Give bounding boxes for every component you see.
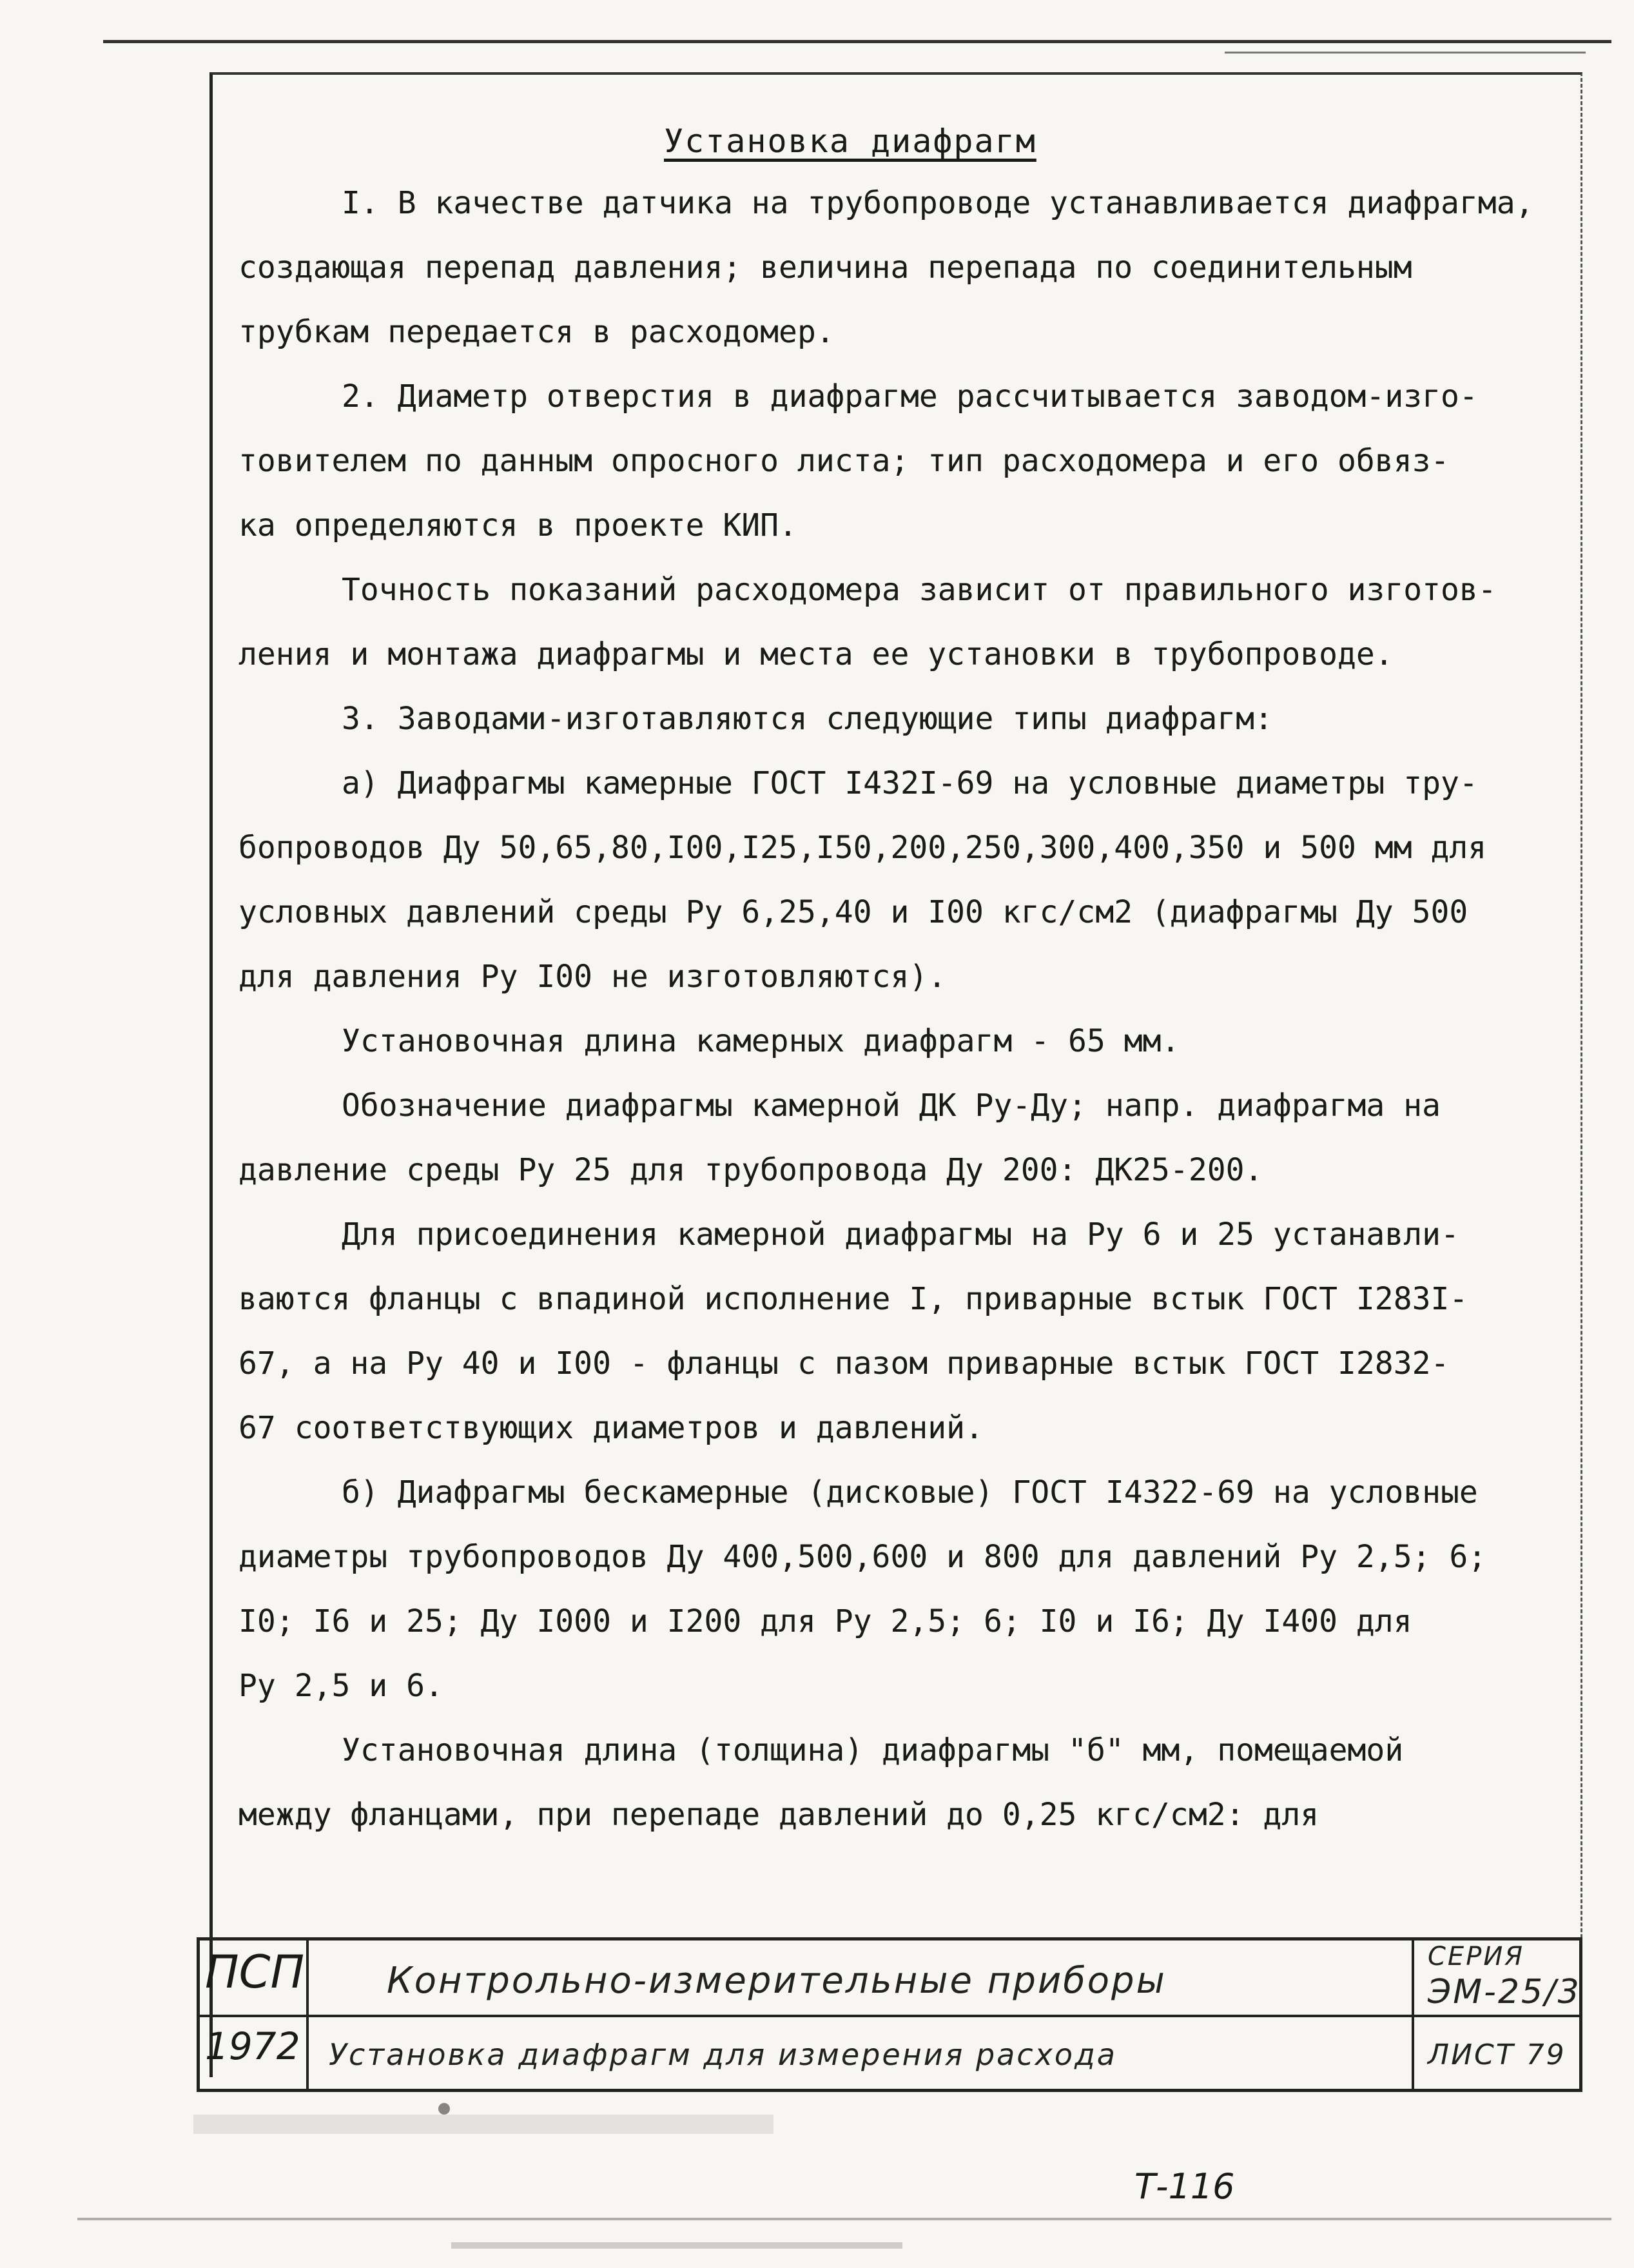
text-line: Установочная длина камерных диафрагм - 65 мм. <box>342 1023 1180 1059</box>
scan-noise-smudge <box>193 2115 773 2134</box>
text-line: I0; I6 и 25; Ду I000 и I200 для Ру 2,5; 6; I0 и I6; Ду I400 для <box>238 1603 1412 1639</box>
top-rule <box>103 40 1611 43</box>
text-line: 67, а на Ру 40 и I00 - фланцы с пазом приварные встык ГОСТ I2832- <box>238 1345 1450 1382</box>
text-line: а) Диафрагмы камерные ГОСТ I432I-69 на условные диаметры тру- <box>342 765 1478 801</box>
text-line: Ру 2,5 и 6. <box>238 1668 443 1704</box>
text-line: бопроводов Ду 50,65,80,I00,I25,I50,200,250,300,400,350 и 500 мм для <box>238 830 1487 866</box>
scan-noise-dot <box>438 2103 450 2115</box>
title-block-column-divider <box>1412 1941 1414 2089</box>
text-line: б) Диафрагмы бескамерные (дисковые) ГОСТ I4322-69 на условные <box>342 1474 1478 1510</box>
body-text <box>238 171 1566 1847</box>
text-line: ления и монтажа диафрагмы и места ее установки в трубопроводе. <box>238 636 1394 672</box>
page-title: Установка диафрагм <box>664 122 1036 160</box>
sheet-title: Установка диафрагм для измерения расхода <box>329 2037 1117 2072</box>
year-label: 1972 <box>205 2024 300 2068</box>
text-line: 2. Диаметр отверстия в диафрагме рассчитывается заводом-изго- <box>342 378 1478 415</box>
sheet-number: ЛИСТ 79 <box>1428 2038 1566 2071</box>
text-line: Обозначение диафрагмы камерной ДК Ру-Ду; напр. диафрагма на <box>342 1088 1441 1124</box>
text-line: между фланцами, при перепаде давлений до 0,25 кгс/см2: для <box>238 1797 1319 1833</box>
text-line: давление среды Ру 25 для трубопровода Ду 200: ДК25-200. <box>238 1152 1263 1188</box>
subject-label: Контрольно-измерительные приборы <box>387 1960 1167 2002</box>
page-mark: Т-116 <box>1134 2166 1235 2207</box>
text-line: создающая перепад давления; величина перепада по соединительным <box>238 249 1412 286</box>
text-line: 3. Заводами-изготавляются следующие типы диафрагм: <box>342 701 1273 737</box>
text-line: ка определяются в проекте КИП. <box>238 507 797 543</box>
text-line: Для присоединения камерной диафрагмы на Ру 6 и 25 устанавли- <box>342 1217 1459 1253</box>
text-line: Точность показаний расходомера зависит от правильного изготов- <box>342 572 1497 608</box>
text-line: трубкам передается в расходомер. <box>238 314 835 350</box>
text-line: I. В качестве датчика на трубопроводе устанавливается диафрагма, <box>342 185 1534 221</box>
text-line: условных давлений среды Ру 6,25,40 и I00 кгс/см2 (диафрагмы Ду 500 <box>238 894 1468 930</box>
text-line: товителем по данным опросного листа; тип расходомера и его обвяз- <box>238 443 1450 479</box>
title-block <box>197 1937 1582 2092</box>
text-line: Установочная длина (толщина) диафрагмы "б" мм, помещаемой <box>342 1732 1404 1768</box>
series-label: СЕРИЯ <box>1428 1942 1525 1971</box>
scan-noise-line <box>77 2218 1611 2220</box>
series-value: ЭМ-25/3 <box>1428 1973 1581 2011</box>
top-rule-secondary <box>1225 52 1586 54</box>
text-line: ваются фланцы с впадиной исполнение I, приварные встык ГОСТ I283I- <box>238 1281 1468 1317</box>
text-line: диаметры трубопроводов Ду 400,500,600 и 800 для давлений Ру 2,5; 6; <box>238 1539 1487 1575</box>
org-label: ПСП <box>205 1946 305 1999</box>
text-line: для давления Ру I00 не изготовляются). <box>238 959 947 995</box>
title-block-divider <box>200 2015 1579 2017</box>
scan-noise-smudge <box>451 2242 902 2249</box>
text-line: 67 соответствующих диаметров и давлений. <box>238 1410 984 1446</box>
